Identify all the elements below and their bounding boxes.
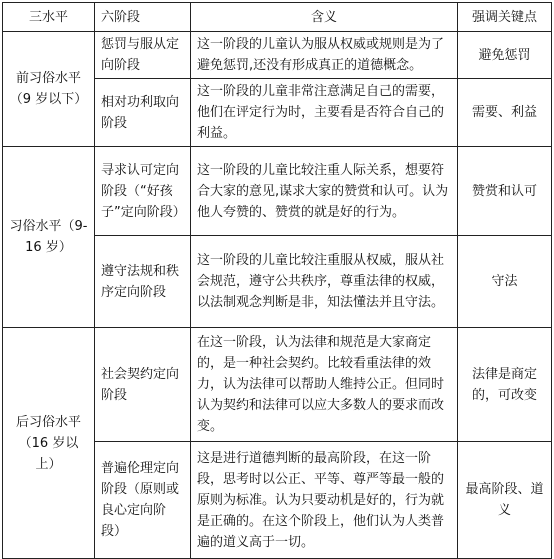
stage-name: 社会契约定向阶段 (95, 328, 191, 442)
table-row (3, 147, 552, 236)
header-key: 强调关键点 (458, 3, 552, 32)
header-row (3, 3, 552, 32)
header-meaning: 含义 (191, 3, 458, 32)
stage-meaning: 这一阶段的儿童比较注重服从权威，服从社会规范，遵守公共秩序，尊重法律的权威，以法制观念判断是非，知法懂法并且守法。 (191, 236, 458, 328)
level-cell: 习俗水平（9-16 岁） (3, 147, 95, 328)
stage-meaning: 这一阶段的儿童比较注重人际关系，想要符合大家的意见,谋求大家的赞赏和认可。认为他人夸赞的、赞赏的就是好的行为。 (191, 147, 458, 236)
stage-meaning: 这一阶段的儿童非常注意满足自己的需要，他们在评定行为时，主要看是否符合自己的利益。 (191, 79, 458, 147)
stage-key: 赞赏和认可 (458, 147, 552, 236)
kohlberg-moral-stages-table (2, 2, 552, 559)
stage-key: 法律是商定的，可改变 (458, 328, 552, 442)
stage-meaning: 这是进行道德判断的最高阶段，在这一阶段，思考时以公正、平等、尊严等最一般的原则为标准。认为只要动机是好的，行为就是正确的。在这个阶段上，他们认为人类普遍的道义高于一切。 (191, 442, 458, 559)
stage-name: 普遍伦理定向阶段（原则或良心定向阶段） (95, 442, 191, 559)
stage-name: 寻求认可定向阶段（“好孩子”定向阶段） (95, 147, 191, 236)
stage-name: 遵守法规和秩序定向阶段 (95, 236, 191, 328)
level-cell: 后习俗水平（16 岁以上） (3, 328, 95, 559)
level-cell: 前习俗水平（9 岁以下） (3, 32, 95, 147)
stage-key: 守法 (458, 236, 552, 328)
stage-name: 惩罚与服从定向阶段 (95, 32, 191, 79)
stage-key: 最高阶段、道义 (458, 442, 552, 559)
header-levels: 三水平 (3, 3, 95, 32)
stage-key: 需要、利益 (458, 79, 552, 147)
stage-meaning: 在这一阶段，认为法律和规范是大家商定的，是一种社会契约。比较看重法律的效力，认为法律可以帮助人维持公正。但同时认为契约和法律可以应大多数人的要求而改变。 (191, 328, 458, 442)
stage-name: 相对功利取向阶段 (95, 79, 191, 147)
table-row (3, 328, 552, 442)
stage-meaning: 这一阶段的儿童认为服从权威或规则是为了避免惩罚,还没有形成真正的道德概念。 (191, 32, 458, 79)
table-row (3, 32, 552, 79)
header-stages: 六阶段 (95, 3, 191, 32)
stage-key: 避免惩罚 (458, 32, 552, 79)
